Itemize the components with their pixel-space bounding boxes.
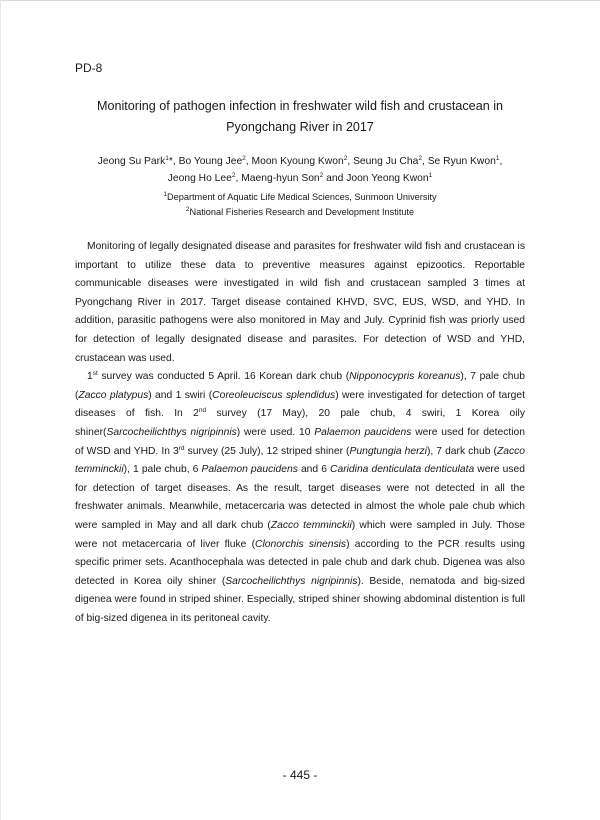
species-name: Sarcocheilichthys nigripinnis [225, 575, 358, 587]
author-name: Jeong Su Park [97, 156, 166, 167]
text-run: survey (17 May), 20 pale chub, 4 swiri, 1 Korea oily shiner( [75, 408, 525, 438]
title-line-2: Pyongchang River in 2017 [226, 120, 374, 134]
author-affiliation-mark: 2 [343, 155, 348, 162]
text-run: ), 7 pale chub ( [75, 371, 525, 401]
author-affiliation-mark: 1 [165, 155, 169, 162]
author-name: Se Ryun Kwon [427, 156, 496, 167]
author-line-1 [75, 153, 525, 170]
affiliation-mark: 1 [163, 191, 167, 198]
author-name: Jeong Ho Lee [167, 173, 232, 184]
text-run: 1 [87, 371, 93, 383]
author-line-2 [75, 170, 525, 187]
author-separator: , [421, 156, 428, 167]
author-affiliation-mark: 2 [418, 155, 422, 162]
title-line-1: Monitoring of pathogen infection in freshwater wild fish and crustacean in [96, 99, 504, 113]
author-name: Maeng-hyun Son [241, 173, 320, 184]
author-name: Moon Kyoung Kwon [251, 156, 344, 167]
species-name: Zacco platypus [78, 389, 149, 401]
ordinal-suffix: rd [178, 444, 185, 452]
species-name: Coreoleuciscus splendidus [212, 389, 336, 401]
author-separator: , [499, 156, 503, 167]
abstract-body [75, 238, 525, 628]
author-affiliation-mark: 1 [495, 155, 500, 162]
text-run: ) and 1 swiri ( [148, 389, 213, 401]
text-run: survey (25 July), 12 striped shiner ( [184, 445, 350, 457]
author-affiliation-mark: 1 [428, 172, 433, 179]
author-affiliation-mark: 2 [242, 155, 246, 162]
ordinal-suffix: st [92, 370, 98, 378]
corresponding-mark: * [168, 156, 173, 167]
species-name: Sarcocheilichthys nigripinnis [106, 426, 237, 438]
text-run: were used for detection of target diseases. As the result, target diseases were not detected in all the freshwater animals. Meanwhile, metacercaria was detected in almost the whole pale chub which were sampled in May and all dark chub ( [75, 464, 526, 531]
text-run: ) according to the PCR results using specific primer sets. Acanthocephala was detected in pale chub and dark chub. Digenea was also detected in Korea oily shiner ( [75, 538, 525, 587]
page-border-left [0, 0, 1, 820]
species-name: Caridina denticulata denticulata [330, 464, 475, 476]
affiliation-1 [75, 190, 525, 204]
abstract-code: PD-8 [75, 61, 103, 75]
ordinal-suffix: nd [198, 407, 207, 415]
affiliation-mark: 2 [185, 206, 190, 213]
species-name: Zacco temminckii [270, 519, 352, 531]
page-number: - 445 - [282, 768, 318, 782]
author-separator: , [235, 173, 242, 184]
author-list [75, 153, 525, 187]
text-run: ). Beside, nematoda and big-sized digenea were found in striped shiner. Especially, striped shiner showing abdominal distention is full of big-sized digenea in its peritoneal cavity. [75, 575, 525, 624]
author-name: Seung Ju Cha [353, 156, 419, 167]
text-run: survey was conducted 5 April. 16 Korean dark chub ( [97, 371, 350, 383]
text-run: ) were used. 10 [236, 426, 315, 438]
abstract-paragraph-2 [75, 368, 525, 628]
species-name: Clonorchis sinensis [255, 538, 347, 550]
abstract-paragraph-1: Monitoring of legally designated disease and parasites for freshwater wild fish and crustacean is important to utilize these data to preventive measures against epizootics. Reportable communicable diseases were investigated in wild fish and crustacean sampled 3 times at Pyongchang River in 2017. Target disease contained KHVD, SVC, EUS, WSD, and YHD. In addition, parasitic pathogens were also monitored in May and July. Cyprinid fish was priorly used for detection of legally designated disease and parasites. For detection of WSD and YHD, crustacean was used. [75, 241, 525, 364]
species-name: Nipponocypris koreanus [349, 371, 461, 383]
author-affiliation-mark: 2 [231, 172, 236, 179]
species-name: Palaemon paucidens [314, 426, 412, 438]
text-run: were used for detection of WSD and YHD. In 3 [75, 426, 525, 457]
author-separator: and [323, 173, 347, 184]
paper-title [80, 96, 520, 138]
species-name: Zacco temminckii [75, 445, 525, 476]
affiliation-text: National Fisheries Research and Development Institute [189, 207, 415, 217]
text-run: ), 7 dark chub ( [426, 445, 497, 457]
author-name: Bo Young Jee [178, 156, 243, 167]
text-run: ), 1 pale chub, 6 [123, 464, 202, 476]
affiliation-text: Department of Aquatic Life Medical Sciences, Sunmoon University [166, 192, 437, 202]
species-name: Palaemon paucidens [201, 464, 298, 476]
author-separator: , [245, 156, 252, 167]
text-run: and 6 [297, 464, 331, 476]
author-affiliation-mark: 2 [319, 172, 324, 179]
page-border-top [0, 0, 600, 1]
species-name: Pungtungia herzi [349, 445, 427, 457]
affiliation-2 [75, 205, 525, 219]
text-run: ) were investigated for detection of target diseases of fish. In 2 [75, 389, 525, 420]
author-name: Joon Yeong Kwon [346, 173, 429, 184]
text-run: ) which were sampled in July. Those were not metacercaria of liver fluke ( [75, 519, 525, 550]
author-separator: , [347, 156, 354, 167]
author-separator: , [172, 156, 179, 167]
